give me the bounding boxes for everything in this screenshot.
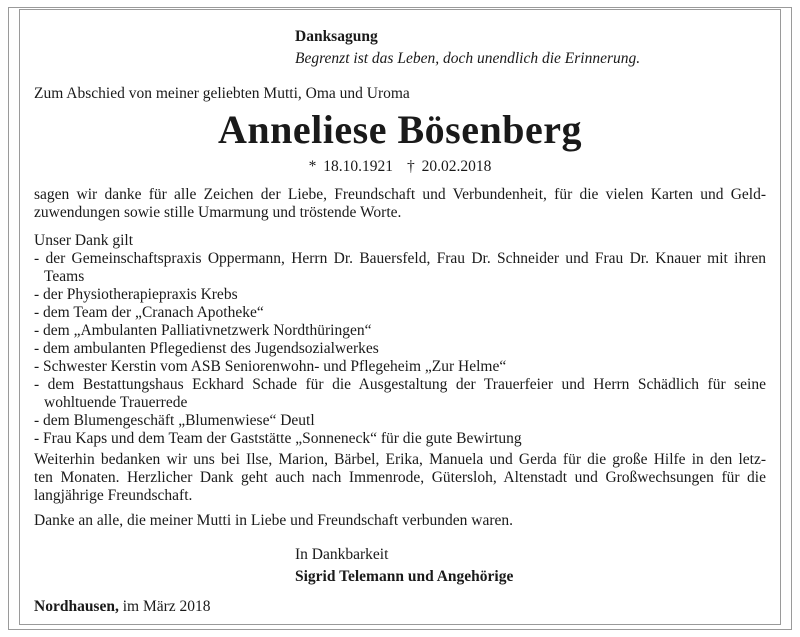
list-item-8: - dem Blumengeschäft „Blumenwiese“ Deutl xyxy=(34,412,315,429)
deceased-name: Anneliese Bösenberg xyxy=(218,107,582,152)
list-item-9: - Frau Kaps und dem Team der Gaststätte „Sonneneck“ für die gute Bewirtung xyxy=(34,430,522,447)
intro-text: Zum Abschied von meiner geliebten Mutti, Oma und Uroma xyxy=(34,85,410,102)
closing-text: Danke an alle, die meiner Mutti in Liebe und Freundschaft verbunden waren. xyxy=(34,512,514,529)
place-date xyxy=(34,598,211,616)
death-date: † 20.02.2018 xyxy=(407,158,492,175)
list-item-3: - dem Team der „Cranach Apotheke“ xyxy=(34,304,264,321)
birth-date: * 18.10.1921 xyxy=(308,158,393,175)
in-gratitude: In Dankbarkeit xyxy=(295,546,389,563)
list-heading: Unser Dank gilt xyxy=(34,232,134,249)
further-line-2: ten Monaten. Herzlicher Dank geht auch nach Immenrode, Gütersloh, Altenstadt und Großwechsungen für die xyxy=(34,469,766,486)
list-item-1-cont: Teams xyxy=(44,268,85,285)
list-item-2: - der Physiotherapiepraxis Krebs xyxy=(34,286,238,303)
further-line-1: Weiterhin bedanken wir uns bei Ilse, Marion, Bärbel, Erika, Manuela und Gerda für die große Hilfe in den letz- xyxy=(34,451,766,468)
signature-names: Sigrid Telemann und Angehörige xyxy=(295,568,514,585)
list-item-7-cont: wohltuende Trauerrede xyxy=(44,394,188,411)
life-dates xyxy=(0,158,800,176)
header-subtitle: Begrenzt ist das Leben, doch unendlich die Erinnerung. xyxy=(295,50,641,67)
list-item-6: - Schwester Kerstin vom ASB Seniorenwohn- und Pflegeheim „Zur Helme“ xyxy=(34,358,507,375)
further-line-3: langjährige Freundschaft. xyxy=(34,487,193,504)
header-title: Danksagung xyxy=(295,28,378,45)
list-item-7: - dem Bestattungshaus Eckhard Schade für die Ausgestaltung der Trauerfeier und Herrn Schädlich für seine xyxy=(34,376,766,393)
thanks-line-1: sagen wir danke für alle Zeichen der Liebe, Freundschaft und Verbundenheit, für die vielen Karten und Geld- xyxy=(34,186,766,203)
place-month: im März 2018 xyxy=(122,598,211,615)
list-item-5: - dem ambulanten Pflegedienst des Jugendsozialwerkes xyxy=(34,340,379,357)
list-item-1: - der Gemeinschaftspraxis Oppermann, Herrn Dr. Bauersfeld, Frau Dr. Schneider und Frau Dr. Knauer mit ihren xyxy=(34,250,766,267)
list-item-4: - dem „Ambulanten Palliativnetzwerk Nordthüringen“ xyxy=(34,322,372,339)
thanks-line-2: zuwendungen sowie stille Umarmung und tröstende Worte. xyxy=(34,204,402,221)
place-city: Nordhausen, xyxy=(34,598,119,615)
